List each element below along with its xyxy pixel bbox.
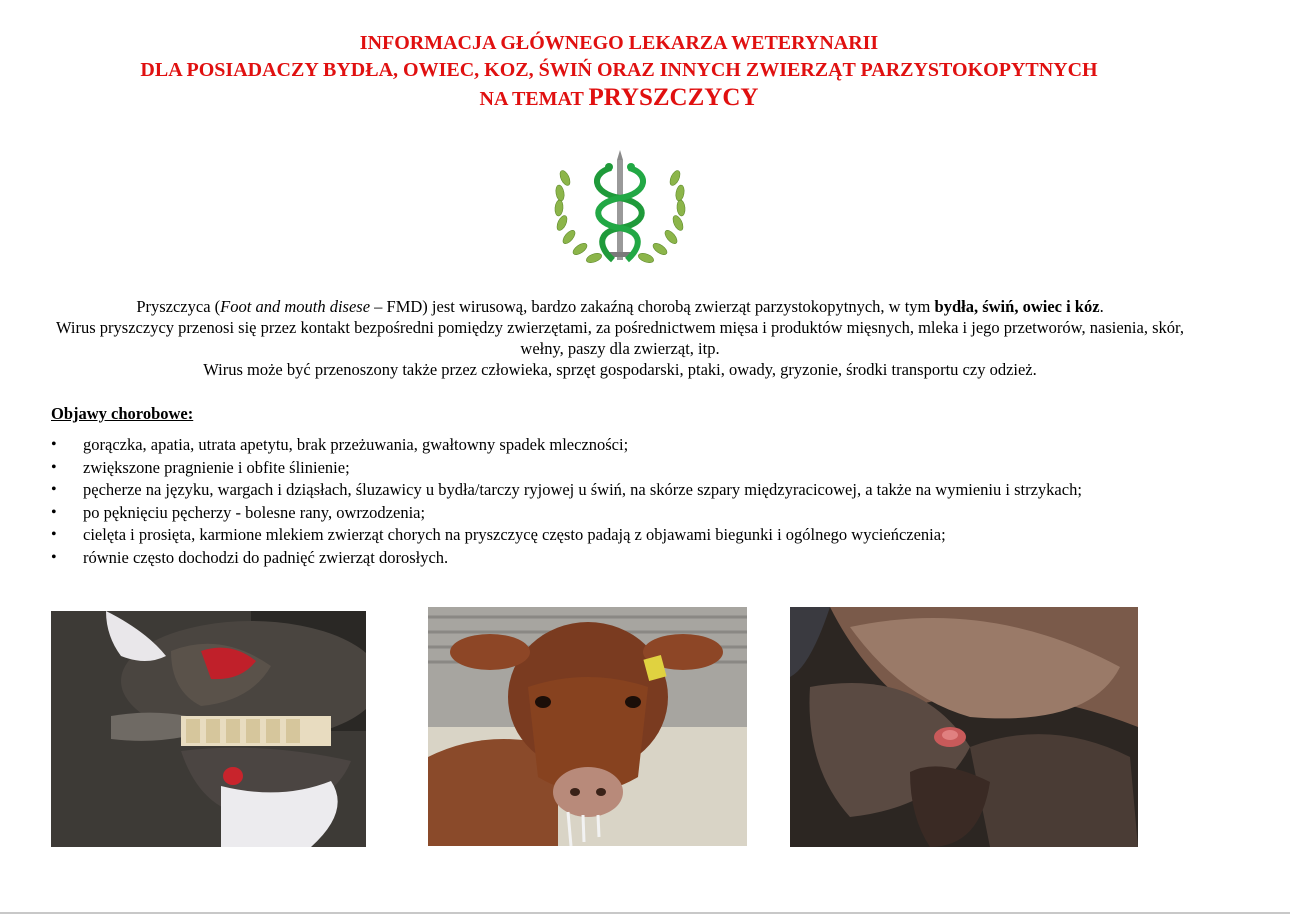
header-line-1: INFORMACJA GŁÓWNEGO LEKARZA WETERYNARII — [359, 32, 879, 54]
list-item: • cielęta i prosięta, karmione mlekiem zwierząt chorych na pryszczycę często padają z objawami biegunki i ogólnego wycieńczenia; — [51, 524, 1251, 547]
intro-p1-text-b: – FMD) jest wirusową, bardzo zakaźną chorobą zwierząt parzystokopytnych, w tym — [370, 297, 935, 316]
intro-text — [40, 296, 1200, 380]
veterinary-emblem-icon — [551, 148, 689, 272]
document-header — [0, 30, 1238, 113]
header-disease-name: PRYSZCZYCY — [588, 84, 759, 111]
intro-p1-bold: bydła, świń, owiec i kóz — [934, 297, 1100, 316]
intro-paragraph-1 — [40, 296, 1200, 317]
list-item: • po pęknięciu pęcherzy - bolesne rany, owrzodzenia; — [51, 502, 1251, 525]
page-bottom-divider — [0, 912, 1290, 914]
intro-paragraph-3: Wirus może być przenoszony także przez człowieka, sprzęt gospodarski, ptaki, owady, gryzonie, środki transportu czy odzież. — [203, 360, 1037, 379]
list-item: • gorączka, apatia, utrata apetytu, brak przeżuwania, gwałtowny spadek mleczności; — [51, 434, 1251, 457]
photo-cow-mouth-lesions — [51, 611, 366, 847]
intro-p1-text-a: Pryszczyca ( — [136, 297, 221, 316]
photo-calf-drooling — [428, 607, 747, 846]
symptoms-heading: Objawy chorobowe: — [51, 404, 194, 423]
intro-paragraph-2: Wirus pryszczycy przenosi się przez kontakt bezpośredni pomiędzy zwierzętami, za pośrednictwem mięsa i produktów mięsnych, mleka i jego przetworów, nasienia, skór, wełny, paszy dla zwierząt, itp. — [56, 318, 1184, 358]
intro-p1-text-c: . — [1099, 297, 1104, 316]
header-line-2: DLA POSIADACZY BYDŁA, OWIEC, KOZ, ŚWIŃ ORAZ INNYCH ZWIERZĄT PARZYSTOKOPYTNYCH — [140, 59, 1098, 81]
list-item: • równie często dochodzi do padnięć zwierząt dorosłych. — [51, 547, 1251, 570]
photo-hoof-lesion — [790, 607, 1138, 847]
header-line-3 — [0, 84, 1238, 113]
list-item: • zwiększone pragnienie i obfite ślinienie; — [51, 457, 1251, 480]
header-line-3-prefix: NA TEMAT — [479, 88, 589, 110]
symptoms-list — [51, 434, 1251, 569]
intro-p1-italic: Foot and mouth disese — [220, 297, 371, 316]
list-item: • pęcherze na języku, wargach i dziąsłach, śluzawicy u bydła/tarczy ryjowej u świń, na skórze szpary międzyracicowej, a także na wymieniu i strzykach; — [51, 479, 1251, 502]
